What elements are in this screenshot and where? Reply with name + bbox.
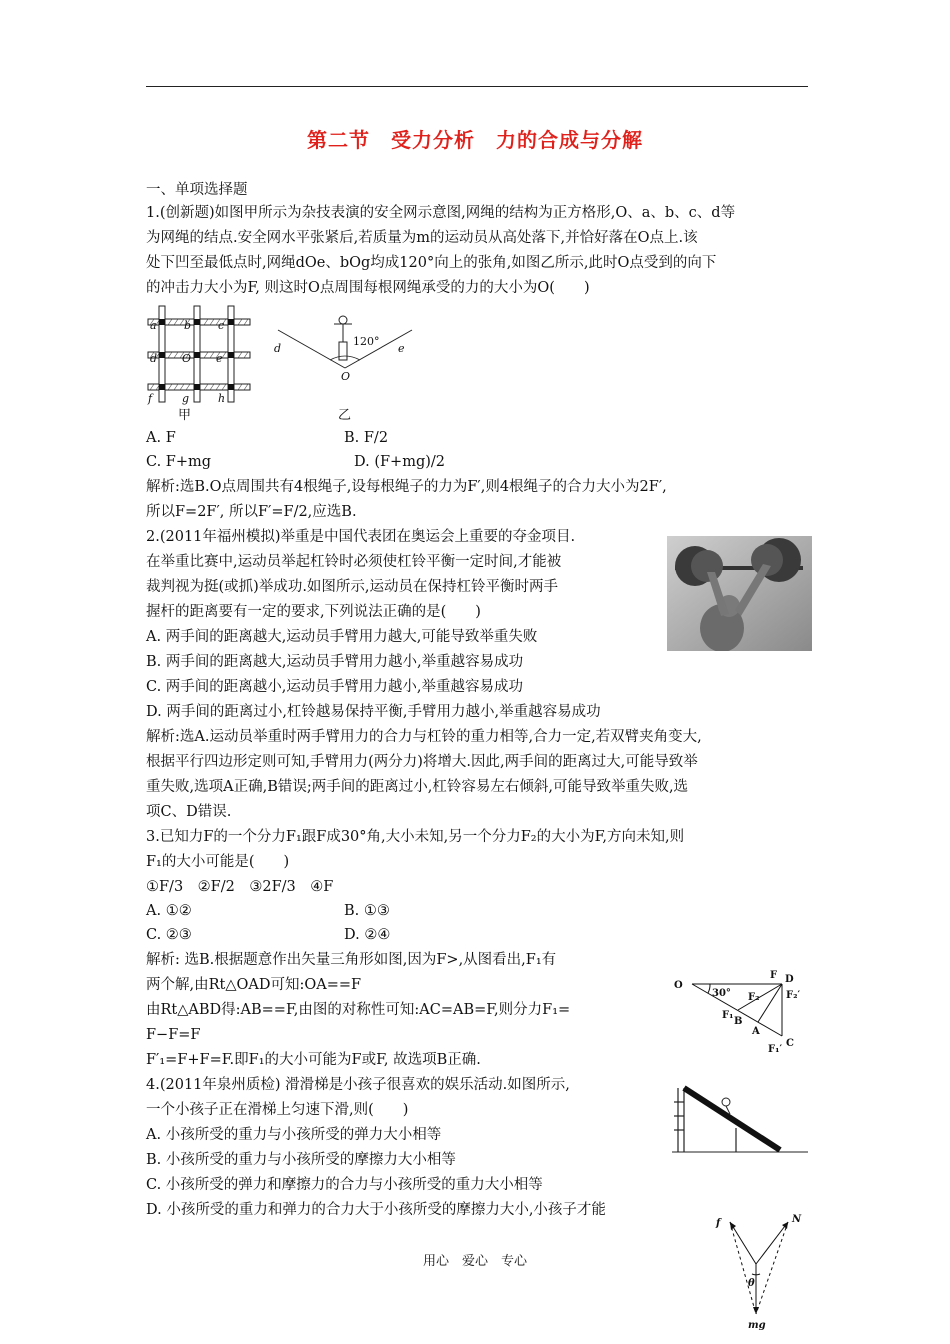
grid-label: e: [216, 352, 223, 365]
header-rule: [146, 86, 808, 87]
q4-option-b: B. 小孩所受的重力与小孩所受的摩擦力大小相等: [146, 1152, 456, 1168]
q2-analysis: 根据平行四边形定则可知,手臂用力(两分力)将增大.因此,两手间的距离过大,可能导致举: [146, 754, 698, 770]
q3-option-a: A. ①②: [146, 903, 192, 919]
vec-angle: 30°: [712, 988, 731, 999]
q1-analysis: 解析:选B.O点周围共有4根绳子,设每根绳子的力为F′,则4根绳子的合力大小为2F′,: [146, 479, 667, 495]
force-label: θ: [748, 1278, 755, 1289]
grid-label: g: [182, 392, 190, 405]
page-title: 第二节 受力分析 力的合成与分解: [307, 128, 643, 152]
q1-analysis: 所以F=2F′, 所以F′=F/2,应选B.: [146, 504, 357, 520]
q2-analysis: 解析:选A.运动员举重时两手臂用力的合力与杠铃的重力相等,合力一定,若双臂夹角变大,: [146, 729, 702, 745]
grid-label: d: [150, 352, 158, 365]
q3-option-d: D. ②④: [344, 927, 391, 943]
q2-analysis: 项C、D错误.: [146, 804, 232, 820]
net-grid-figure: [144, 302, 254, 422]
q1-option-a: A. F: [146, 430, 176, 446]
v-label: O: [341, 370, 351, 382]
angle-label: 120°: [353, 335, 380, 348]
force-label: mg: [748, 1320, 766, 1331]
q2-option-d: D. 两手间的距离过小,杠铃越易保持平衡,手臂用力越小,举重越容易成功: [146, 704, 601, 720]
q1-line: 1.(创新题)如图甲所示为杂技表演的安全网示意图,网绳的结构为正方格形,O、a、b、c、d等: [146, 205, 736, 221]
q2-line: 裁判视为挺(或抓)举成功.如图所示,运动员在保持杠铃平衡时两手: [146, 579, 559, 595]
figure-caption-yi: 乙: [338, 408, 352, 423]
grid-label: c: [218, 319, 225, 332]
vector-triangle-figure: [670, 966, 820, 1058]
q3-option-b: B. ①③: [344, 903, 390, 919]
q4-line: 4.(2011年泉州质检) 滑滑梯是小孩子很喜欢的娱乐活动.如图所示,: [146, 1077, 570, 1093]
q3-analysis: 解析: 选B.根据题意作出矢量三角形如图,因为F>,从图看出,F₁有: [146, 952, 557, 968]
slide-figure: [670, 1080, 810, 1154]
figure-caption-jia: 甲: [178, 408, 192, 423]
q1-option-c: C. F+mg: [146, 454, 212, 470]
q4-option-a: A. 小孩所受的重力与小孩所受的弹力大小相等: [146, 1127, 442, 1143]
q3-analysis: F−F=F: [146, 1027, 201, 1043]
q2-line: 2.(2011年福州模拟)举重是中国代表团在奥运会上重要的夺金项目.: [146, 529, 576, 545]
vec-label: C: [786, 1038, 794, 1049]
q3-analysis: 两个解,由Rt△OAD可知:OA==F: [146, 977, 362, 993]
q1-line: 处下凹至最低点时,网绳dOe、bOg均成120°向上的张角,如图乙所示,此时O点受到的向下: [146, 255, 717, 271]
vec-label: B: [734, 1016, 743, 1027]
q3-option-c: C. ②③: [146, 927, 192, 943]
q1-line: 的冲击力大小为F, 则这时O点周围每根网绳承受的力的大小为O( ): [146, 280, 590, 296]
net-v-figure: [270, 312, 420, 382]
grid-label: a: [150, 319, 157, 332]
q2-option-b: B. 两手间的距离越大,运动员手臂用力越小,举重越容易成功: [146, 654, 524, 670]
section-heading: 一、单项选择题: [146, 182, 248, 198]
grid-label: f: [148, 392, 153, 405]
q2-line: 握杆的距离要有一定的要求,下列说法正确的是( ): [146, 604, 481, 620]
q3-line: F₁的大小可能是( ): [146, 854, 290, 870]
q4-option-d: D. 小孩所受的重力和弹力的合力大于小孩所受的摩擦力大小,小孩子才能: [146, 1202, 606, 1218]
q3-choices: ①F/3 ②F/2 ③2F/3 ④F: [146, 879, 334, 895]
q4-line: 一个小孩子正在滑梯上匀速下滑,则( ): [146, 1102, 409, 1118]
q3-analysis: F′₁=F+F=F.即F₁的大小可能为F或F, 故选项B正确.: [146, 1052, 481, 1068]
q4-option-c: C. 小孩所受的弹力和摩擦力的合力与小孩所受的重力大小相等: [146, 1177, 543, 1193]
weightlifter-photo: [667, 536, 812, 651]
q2-analysis: 重失败,选项A正确,B错误;两手间的距离过小,杠铃容易左右倾斜,可能导致举重失败,选: [146, 779, 689, 795]
v-label: d: [274, 342, 282, 355]
grid-label: O: [182, 352, 192, 365]
vec-label: F₁: [722, 1010, 734, 1021]
force-diagram: [708, 1210, 808, 1332]
q2-line: 在举重比赛中,运动员举起杠铃时必须使杠铃平衡一定时间,才能被: [146, 554, 562, 570]
vec-label: O: [674, 980, 683, 991]
vec-label: A: [752, 1026, 760, 1037]
force-label: f: [716, 1218, 721, 1229]
grid-label: h: [218, 392, 226, 405]
page-footer: 用心 爱心 专心: [422, 1254, 527, 1269]
v-label: e: [398, 342, 405, 355]
force-label: N: [792, 1214, 802, 1225]
vec-label: F₂′: [786, 990, 801, 1001]
q1-option-d: D. (F+mg)/2: [354, 454, 445, 470]
q2-option-c: C. 两手间的距离越小,运动员手臂用力越小,举重越容易成功: [146, 679, 524, 695]
q3-line: 3.已知力F的一个分力F₁跟F成30°角,大小未知,另一个分力F₂的大小为F,方向未知,则: [146, 829, 685, 845]
vec-label: F₁′: [768, 1044, 783, 1055]
grid-label: b: [184, 319, 192, 332]
q1-option-b: B. F/2: [344, 430, 389, 446]
q2-option-a: A. 两手间的距离越大,运动员手臂用力越大,可能导致举重失败: [146, 629, 538, 645]
q3-analysis: 由Rt△ABD得:AB==F,由图的对称性可知:AC=AB=F,则分力F₁=: [146, 1002, 571, 1018]
vec-label: D: [785, 974, 794, 985]
vec-label: F: [770, 970, 778, 981]
vec-label: F₂: [748, 992, 760, 1003]
q1-line: 为网绳的结点.安全网水平张紧后,若质量为m的运动员从高处落下,并恰好落在O点上.该: [146, 230, 698, 246]
